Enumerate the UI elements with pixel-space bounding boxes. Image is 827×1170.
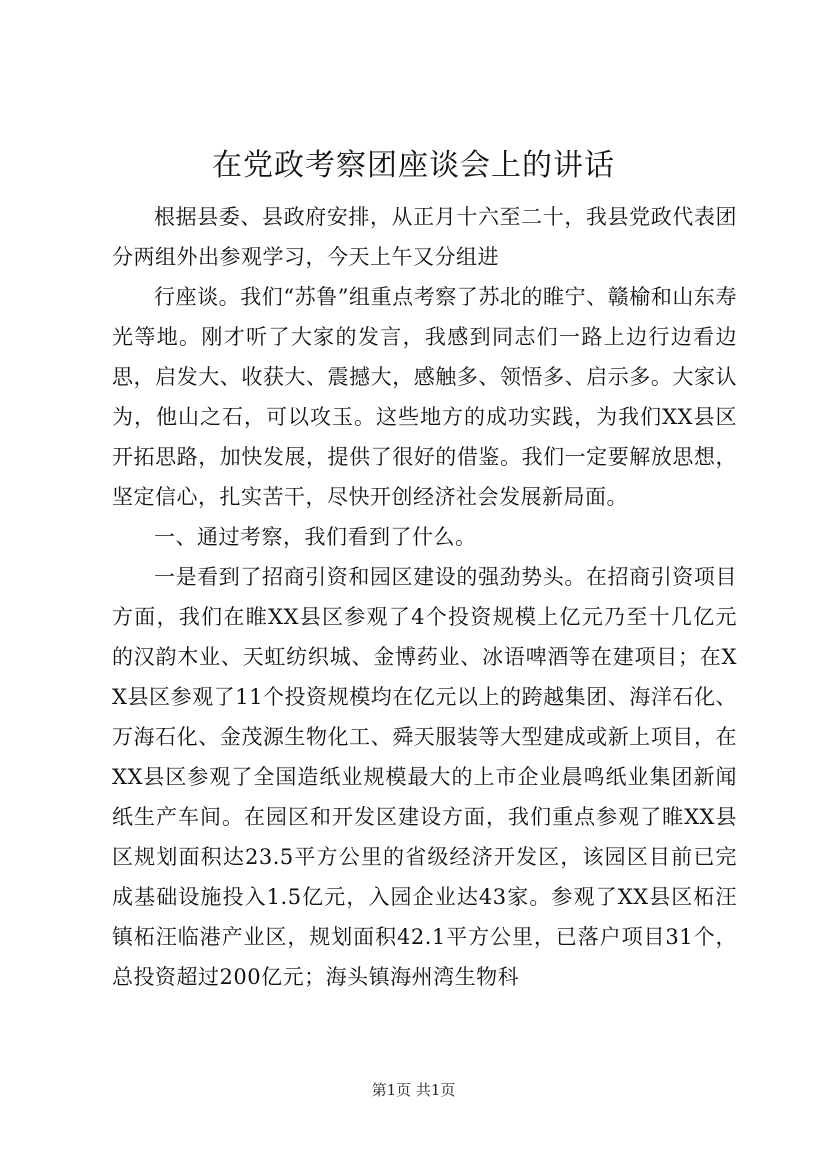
document-title: 在党政考察团座谈会上的讲话 <box>212 148 615 183</box>
paragraph-3: 一是看到了招商引资和园区建设的强劲势头。在招商引资项目方面，我们在睢XX县区参观了4个投资规模上亿元乃至十几亿元的汉韵木业、天虹纺织城、金博药业、冰语啤酒等在建项目；在XX县区参观了11个投资规模均在亿元以上的跨越集团、海洋石化、万海石化、金茂源生物化工、舜天服装等大型建成或新上项目，在XX县区参观了全国造纸业规模最大的上市企业晨鸣纸业集团新闻纸生产车间。在园区和开发区建设方面，我们重点参观了睢XX县区规划面积达23.5平方公里的省级经济开发区，该园区目前已完成基础设施投入1.5亿元，入园企业达43家。参观了XX县区柘汪镇柘汪临港产业区，规划面积42.1平方公里，已落户项目31个，总投资超过200亿元；海头镇海州湾生物科 <box>112 565 737 989</box>
page-number-footer: 第1页 共1页 <box>371 1081 456 1099</box>
paragraph-1: 根据县委、县政府安排，从正月十六至二十，我县党政代表团分两组外出参观学习，今天上午又分组进 <box>112 205 737 269</box>
section-heading: 一、通过考察，我们看到了什么。 <box>154 525 477 549</box>
document-body <box>112 197 737 997</box>
paragraph-2: 行座谈。我们“苏鲁”组重点考察了苏北的睢宁、赣榆和山东寿光等地。刚才听了大家的发言，我感到同志们一路上边行边看边思，启发大、收获大、震撼大，感触多、领悟多、启示多。大家认为，他山之石，可以攻玉。这些地方的成功实践，为我们XX县区开拓思路，加快发展，提供了很好的借鉴。我们一定要解放思想，坚定信心，扎实苦干，尽快开创经济社会发展新局面。 <box>112 285 737 509</box>
